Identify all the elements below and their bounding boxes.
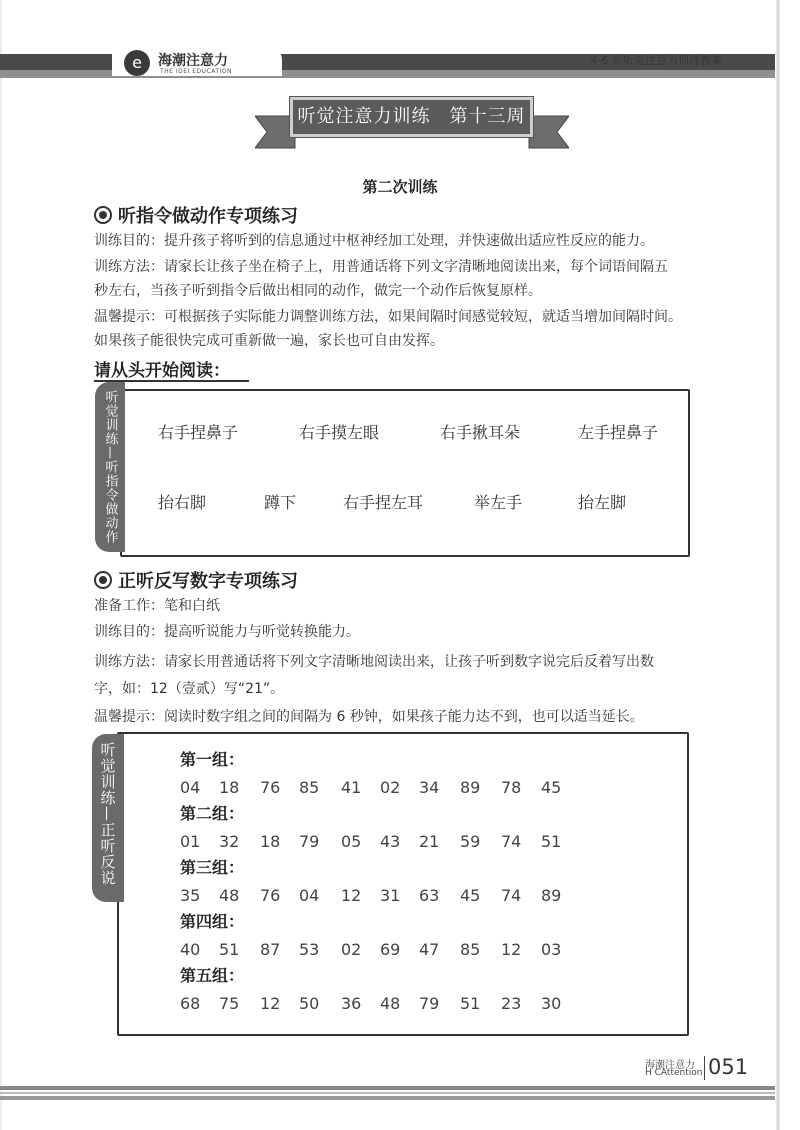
group-number: 01	[180, 832, 201, 851]
footer-separator	[704, 1056, 705, 1080]
page-number: 051	[708, 1055, 749, 1079]
group-number: 50	[299, 994, 320, 1013]
command-word: 右手捏左耳	[343, 493, 424, 512]
group-number: 34	[419, 778, 440, 797]
part2-heading	[94, 567, 298, 593]
group-number: 87	[260, 940, 281, 959]
part1-line-5: 如果孩子能很快完成可重新做一遍，家长也可自由发挥。	[94, 333, 444, 349]
group-number: 05	[341, 832, 362, 851]
part1-heading-text: 听指令做动作专项练习	[118, 206, 298, 227]
group-number: 12	[341, 886, 362, 905]
group-number: 12	[501, 940, 522, 959]
number-side-tab: 听觉训练—正听反说	[92, 734, 124, 902]
part1-heading	[94, 202, 298, 228]
bullet-icon	[94, 206, 112, 224]
group-number: 02	[341, 940, 362, 959]
command-word: 抬右脚	[158, 493, 207, 512]
bullet-icon	[94, 571, 112, 589]
part2-line-4: 字，如：12（壹贰）写“21”。	[94, 681, 285, 697]
command-word: 右手摸左眼	[299, 423, 380, 442]
group-number: 47	[419, 940, 440, 959]
group-number: 51	[219, 940, 240, 959]
group-number: 48	[380, 994, 401, 1013]
part2-line-3: 训练方法：请家长用普通话将下列文字清晰地阅读出来，让孩子听到数字说完后反着写出数	[94, 654, 654, 670]
group-number: 18	[260, 832, 281, 851]
footer-brand-en: H CAttention	[645, 1068, 703, 1078]
group-number: 79	[299, 832, 320, 851]
group-number: 43	[380, 832, 401, 851]
group-number: 04	[299, 886, 320, 905]
part2-line-1: 准备工作：笔和白纸	[94, 598, 220, 614]
group-number: 21	[419, 832, 440, 851]
command-word: 右手捏鼻子	[158, 423, 239, 442]
group-number: 45	[460, 886, 481, 905]
group-number: 02	[380, 778, 401, 797]
group-number: 53	[299, 940, 320, 959]
group-number: 35	[180, 886, 201, 905]
group-number: 79	[419, 994, 440, 1013]
group-number: 41	[341, 778, 362, 797]
group-number: 45	[541, 778, 562, 797]
group-title: 第三组：	[180, 858, 245, 877]
command-word: 举左手	[474, 493, 523, 512]
book-title: 4-6 岁听觉注意力训练教案	[590, 54, 722, 67]
group-number: 32	[219, 832, 240, 851]
part1-line-2: 训练方法：请家长让孩子坐在椅子上，用普通话将下列文字清晰地阅读出来，每个词语间隔五	[94, 259, 668, 275]
group-number: 18	[219, 778, 240, 797]
group-number: 76	[260, 886, 281, 905]
part1-line-1: 训练目的：提升孩子将听到的信息通过中枢神经加工处理，并快速做出适应性反应的能力。	[94, 233, 654, 249]
part2-heading-text: 正听反写数字专项练习	[118, 571, 298, 592]
group-title: 第五组：	[180, 966, 245, 985]
part1-line-3: 秒左右，当孩子听到指令后做出相同的动作，做完一个动作后恢复原样。	[94, 283, 542, 299]
group-number: 76	[260, 778, 281, 797]
group-number: 59	[460, 832, 481, 851]
group-number: 85	[460, 940, 481, 959]
brand-subtitle: THE IDEI EDUCATION	[160, 68, 233, 75]
brand-name: 海潮注意力	[158, 53, 228, 69]
command-word: 蹲下	[264, 493, 297, 512]
part2-line-2: 训练目的：提高听说能力与听觉转换能力。	[94, 624, 360, 640]
group-number: 89	[460, 778, 481, 797]
group-number: 51	[541, 832, 562, 851]
group-number: 69	[380, 940, 401, 959]
group-number: 75	[219, 994, 240, 1013]
group-number: 31	[380, 886, 401, 905]
command-words-box	[120, 389, 690, 557]
number-groups-box	[117, 732, 689, 1036]
command-word: 抬左脚	[578, 493, 627, 512]
group-number: 74	[501, 886, 522, 905]
part2-line-5: 温馨提示：阅读时数字组之间的间隔为 6 秒钟，如果孩子能力达不到，也可以适当延长。	[94, 709, 644, 725]
group-number: 85	[299, 778, 320, 797]
group-number: 51	[460, 994, 481, 1013]
footer-rule	[0, 1096, 775, 1100]
group-number: 03	[541, 940, 562, 959]
command-word: 右手揪耳朵	[440, 423, 521, 442]
group-number: 74	[501, 832, 522, 851]
footer-rule	[0, 1092, 775, 1094]
group-number: 40	[180, 940, 201, 959]
group-number: 30	[541, 994, 562, 1013]
part1-line-4: 温馨提示：可根据孩子实际能力调整训练方法，如果间隔时间感觉较短，就适当增加间隔时间。	[94, 309, 682, 325]
footer-rule	[0, 1086, 775, 1090]
group-number: 78	[501, 778, 522, 797]
group-number: 48	[219, 886, 240, 905]
group-number: 36	[341, 994, 362, 1013]
brand-logo-icon: e	[124, 50, 150, 76]
group-title: 第二组：	[180, 804, 245, 823]
group-number: 89	[541, 886, 562, 905]
section-title: 第二次训练	[362, 178, 438, 196]
group-number: 68	[180, 994, 201, 1013]
command-word: 左手捏鼻子	[578, 423, 659, 442]
group-number: 23	[501, 994, 522, 1013]
group-number: 63	[419, 886, 440, 905]
read-from-start-label: 请从头开始阅读：	[94, 361, 230, 381]
group-title: 第一组：	[180, 750, 245, 769]
command-side-tab: 听觉训练—听指令做动作	[95, 382, 125, 552]
group-number: 12	[260, 994, 281, 1013]
footer-brand: 海潮注意力	[645, 1060, 695, 1071]
group-title: 第四组：	[180, 912, 245, 931]
group-number: 04	[180, 778, 201, 797]
week-banner: 听觉注意力训练 第十三周	[290, 97, 533, 137]
